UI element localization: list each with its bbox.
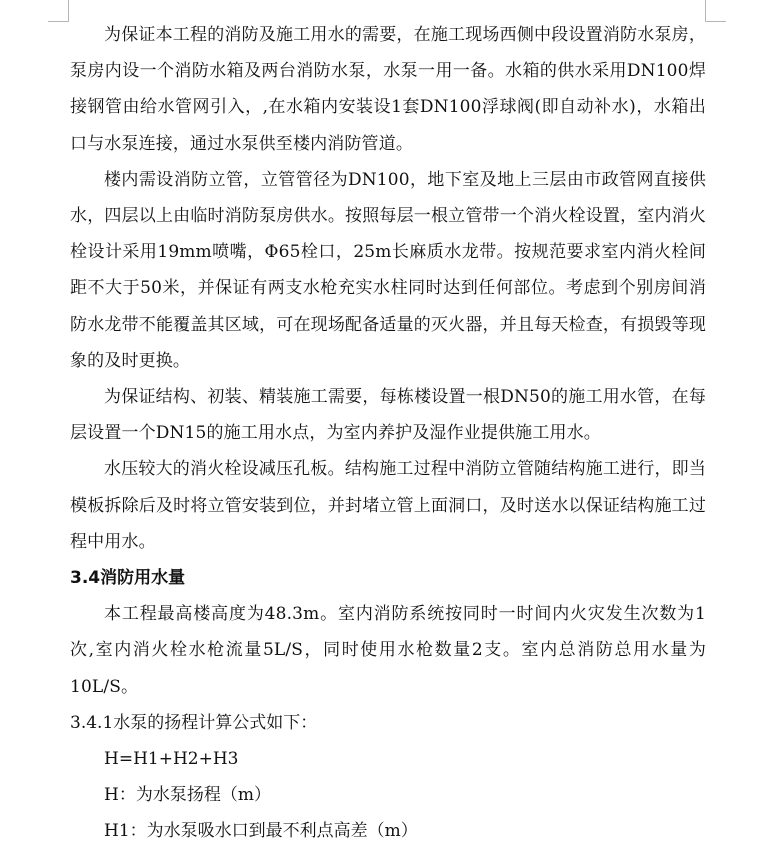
paragraph-construction-water: 为保证结构、初装、精装施工需要，每栋楼设置一根DN50的施工用水管，在每层设置一个DN15的施工用水点，为室内养护及湿作业提供施工用水。	[70, 387, 706, 444]
paragraph-fire-riser: 楼内需设消防立管，立管管径为DN100，地下室及地上三层由市政管网直接供水，四层以上由临时消防泵房供水。按照每层一根立管带一个消火栓设置，室内消火栓设计采用19mm喷嘴，Φ65栓口，25m长麻质水龙带。按规范要求室内消火栓间距不大于50米，并保证有两支水枪充实水柱同时达到任何部位。考虑到个别房间消防水龙带不能覆盖其区域，可在现场配备适量的灭火器，并且每天检查，有损毁等现象的及时更换。	[70, 169, 706, 371]
paragraph-pressure-reduction: 水压较大的消火栓设减压孔板。结构施工过程中消防立管随结构施工进行，即当模板拆除后及时将立管安装到位，并封堵立管上面洞口，及时送水以保证结构施工过程中用水。	[70, 459, 706, 552]
subsection-heading: 3.4.1水泵的扬程计算公式如下：	[70, 712, 318, 733]
formula-line: H=H1+H2+H3	[104, 749, 239, 770]
section-heading: 3.4消防用水量	[70, 568, 186, 589]
definition-h: H：为水泵扬程（m）	[104, 785, 271, 806]
page-corner-mark-left	[48, 0, 69, 22]
paragraph-fire-water-demand: 本工程最高楼高度为48.3m。室内消防系统按同时一时间内火灾发生次数为1次,室内消火栓水枪流量5L/S，同时使用水枪数量2支。室内总消防总用水量为10L/S。	[70, 604, 706, 697]
page-corner-mark-right	[705, 0, 726, 22]
paragraph-pump-room: 为保证本工程的消防及施工用水的需要，在施工现场西侧中段设置消防水泵房，泵房内设一个消防水箱及两台消防水泵，水泵一用一备。水箱的供水采用DN100焊接钢管由给水管网引入，,在水箱内安装设1套DN100浮球阀(即自动补水)，水箱出口与水泵连接，通过水泵供至楼内消防管道。	[70, 25, 706, 154]
definition-h1: H1：为水泵吸水口到最不利点高差（m）	[104, 821, 418, 842]
document-body	[70, 17, 706, 850]
